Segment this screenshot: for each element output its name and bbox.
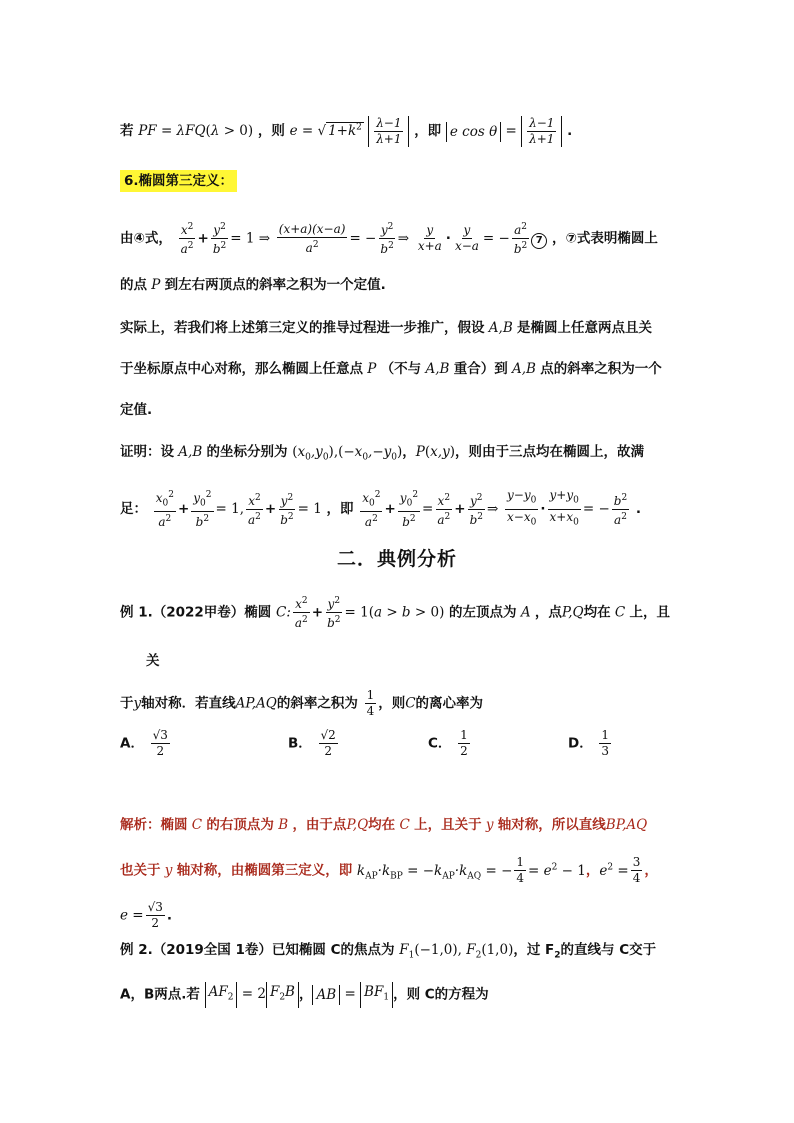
text: 证明：设 bbox=[120, 444, 174, 460]
paragraph-line: 的点 P 到左右两顶点的斜率之积为一个定值. bbox=[120, 277, 386, 293]
text: 的离心率为 bbox=[415, 695, 484, 712]
text: ，过 F bbox=[513, 942, 555, 958]
paragraph-line: 实际上，若我们将上述第三定义的推导过程进一步推广，假设 A,B 是椭圆上任意两点且关 bbox=[120, 320, 653, 336]
text: 足： bbox=[120, 501, 147, 518]
option-label: A． bbox=[120, 735, 144, 752]
text: 例 1.（2022甲卷）椭圆 bbox=[120, 604, 272, 621]
text: 的坐标分别为 bbox=[206, 444, 288, 460]
proof-line: 证明：设 A,B 的坐标分别为 $(x_0,y_0),(-x_0,-y_0)$，P(x,y)，则由于三点均在椭圆上，故满 bbox=[120, 444, 644, 463]
text: 于坐标原点中心对称，那么椭圆上任意点 bbox=[120, 361, 363, 377]
text: 轴对称．若直线 bbox=[141, 695, 236, 712]
option-c[interactable]: C． $\frac{1}{2}$ bbox=[428, 728, 468, 758]
circled-seven: 7 bbox=[531, 233, 547, 249]
text: ，则由于三点均在椭圆上，故满 bbox=[455, 444, 644, 460]
text: 的右顶点为 bbox=[206, 817, 274, 833]
text: 上，且 bbox=[629, 604, 671, 621]
text: 关 bbox=[146, 653, 160, 669]
text: 实际上，若我们将上述第三定义的推导过程进一步推广，假设 bbox=[120, 320, 485, 336]
text: 若 bbox=[120, 123, 134, 139]
text: . bbox=[567, 123, 573, 139]
text: ，则 C的方程为 bbox=[393, 986, 489, 1003]
text: （不与 bbox=[380, 361, 422, 377]
solution-1-line1: 解析：椭圆 C 的右顶点为 B ，由于点P,Q均在 C 上，且关于 y 轴对称，所以直线BP,AQ bbox=[120, 817, 648, 833]
text: A，B两点.若 bbox=[120, 986, 200, 1003]
text: 的斜率之积为 bbox=[276, 695, 358, 712]
text: 解析：椭圆 bbox=[120, 817, 188, 833]
text: 均在 bbox=[583, 604, 611, 621]
vector-relation: PF = λFQ(λ > 0) bbox=[138, 123, 254, 139]
text: ， bbox=[585, 862, 600, 879]
option-label: B． bbox=[288, 735, 312, 752]
text: 重合）到 bbox=[453, 361, 508, 377]
text: 定值. bbox=[120, 402, 153, 418]
text: 也关于 bbox=[120, 862, 161, 879]
text: ，则 bbox=[378, 695, 406, 712]
text: ，由于点 bbox=[292, 817, 347, 833]
option-b[interactable]: B． $\frac{√2}{2}$ bbox=[288, 728, 336, 758]
proof-equation-line: 足： $\frac{x_0^2}{a^2}$ + $\frac{y_0^2}{b^2}$ = 1, $\frac{x^2}{a^2}$ + $\frac{y^2}{b^2}$ = 1 ，即 $\frac{x_0^2}{a^2}$ + $\frac{y_0^2}{b^2}$ = $\frac{x^2}{a^2}$ + $\frac{y^2}{b^2}$ ⇒ $\frac{y-y_0}{x-x_0}$ · $\frac{y+y_0}{x+x_0}$ = − $\frac{b^2}{a^2}$ . bbox=[120, 488, 642, 530]
option-d[interactable]: D． $\frac{1}{3}$ bbox=[568, 728, 610, 758]
text: 是椭圆上任意两点且关 bbox=[517, 320, 653, 336]
subscript: 2 bbox=[554, 950, 561, 961]
text: 点的斜率之积为一个 bbox=[540, 361, 662, 377]
section-6-heading bbox=[120, 171, 237, 191]
text: ，即 bbox=[326, 501, 354, 518]
text: ，⑦式表明椭圆上 bbox=[551, 230, 658, 247]
text: 的直线与 C交于 bbox=[560, 942, 657, 958]
text: ， bbox=[298, 986, 313, 1003]
example-2-line1: 例 2.（2019全国 1卷）已知椭圆 C的焦点为 $F_1(-1,0)$, $F_2(1,0)$，过 $F_2$的直线与 C交于 bbox=[120, 942, 657, 961]
example-1-continuation bbox=[146, 651, 160, 671]
paragraph-line bbox=[120, 400, 152, 420]
section-title: 二．典例分析 bbox=[336, 548, 457, 570]
text: 的点 bbox=[120, 277, 147, 293]
text: 轴对称，所以直线 bbox=[497, 817, 606, 833]
text: 均在 bbox=[368, 817, 396, 833]
example-2-line2: A，B两点.若 $AF_2 = 2$ $F_2B$ ， AB = $BF_1$ ，则 C的方程为 bbox=[120, 982, 489, 1008]
text: 到左右两顶点的斜率之积为一个定值. bbox=[164, 277, 386, 293]
option-a[interactable]: A． $\frac{√3}{2}$ bbox=[120, 728, 168, 758]
option-label: C． bbox=[428, 735, 452, 752]
text: ，点 bbox=[534, 604, 562, 621]
text: ，即 bbox=[414, 123, 442, 139]
text: 由④式， bbox=[120, 230, 172, 247]
text: ，则 bbox=[257, 123, 285, 139]
text: ， bbox=[644, 862, 658, 879]
ecos-expression: e cos θ = $\frac{\lambda-1}{\lambda+1}$ bbox=[446, 123, 563, 139]
example-1-statement: 例 1.（2022甲卷）椭圆 C: $\frac{x^2}{a^2}$ + $\frac{y^2}{b^2}$ = 1(a > b > 0) 的左顶点为 A ，点P,Q均在 C 上，且 bbox=[120, 596, 671, 630]
third-definition-derivation: 由④式， $\frac{x^2}{a^2}$ + $\frac{y^2}{b^2}$ = 1 ⇒ $\frac{(x+a)(x-a)}{a^2}$ = − $\frac{y^2}{b^2}$ ⇒ $\frac{y}{x+a}$ · $\frac{y}{x-a}$ = − $\frac{a^2}{b^2}$ 7 ，⑦式表明椭圆上 bbox=[120, 221, 658, 256]
text: 于 bbox=[120, 695, 134, 712]
text: . bbox=[166, 907, 173, 924]
text: 上，且关于 bbox=[414, 817, 482, 833]
text: . bbox=[635, 501, 642, 518]
option-label: D． bbox=[568, 735, 593, 752]
text: ， bbox=[402, 444, 416, 460]
eccentricity-expression: e = √ $1+k^2$ $\frac{\lambda-1}{\lambda+1}$ bbox=[290, 123, 410, 139]
example-1-line2: 于y轴对称．若直线AP,AQ的斜率之积为 $\frac{1}{4}$ ，则C的离心率为 bbox=[120, 688, 484, 718]
solution-1-line3: e = $\frac{√3}{2}$ . bbox=[120, 900, 173, 930]
text: 的左顶点为 bbox=[449, 604, 517, 621]
paragraph-line: 于坐标原点中心对称，那么椭圆上任意点 P （不与 A,B 重合）到 A,B 点的斜率之积为一个 bbox=[120, 361, 662, 377]
text: 例 2.（2019全国 1卷）已知椭圆 C的焦点为 bbox=[120, 942, 395, 958]
text: 轴对称，由椭圆第三定义，即 bbox=[176, 862, 353, 879]
solution-1-line2: 也关于 y 轴对称，由椭圆第三定义，即 $k_{AP}\cdot k_{BP} = -k_{AP}\cdot k_{AQ}$ = − $\frac{1}{4}$ = $e^2 - 1$，$e^2$ = $\frac{3}{4}$ ， bbox=[120, 855, 658, 885]
eccentricity-formula-line bbox=[120, 116, 572, 147]
highlighted-heading: 6.椭圆第三定义： bbox=[120, 170, 237, 192]
